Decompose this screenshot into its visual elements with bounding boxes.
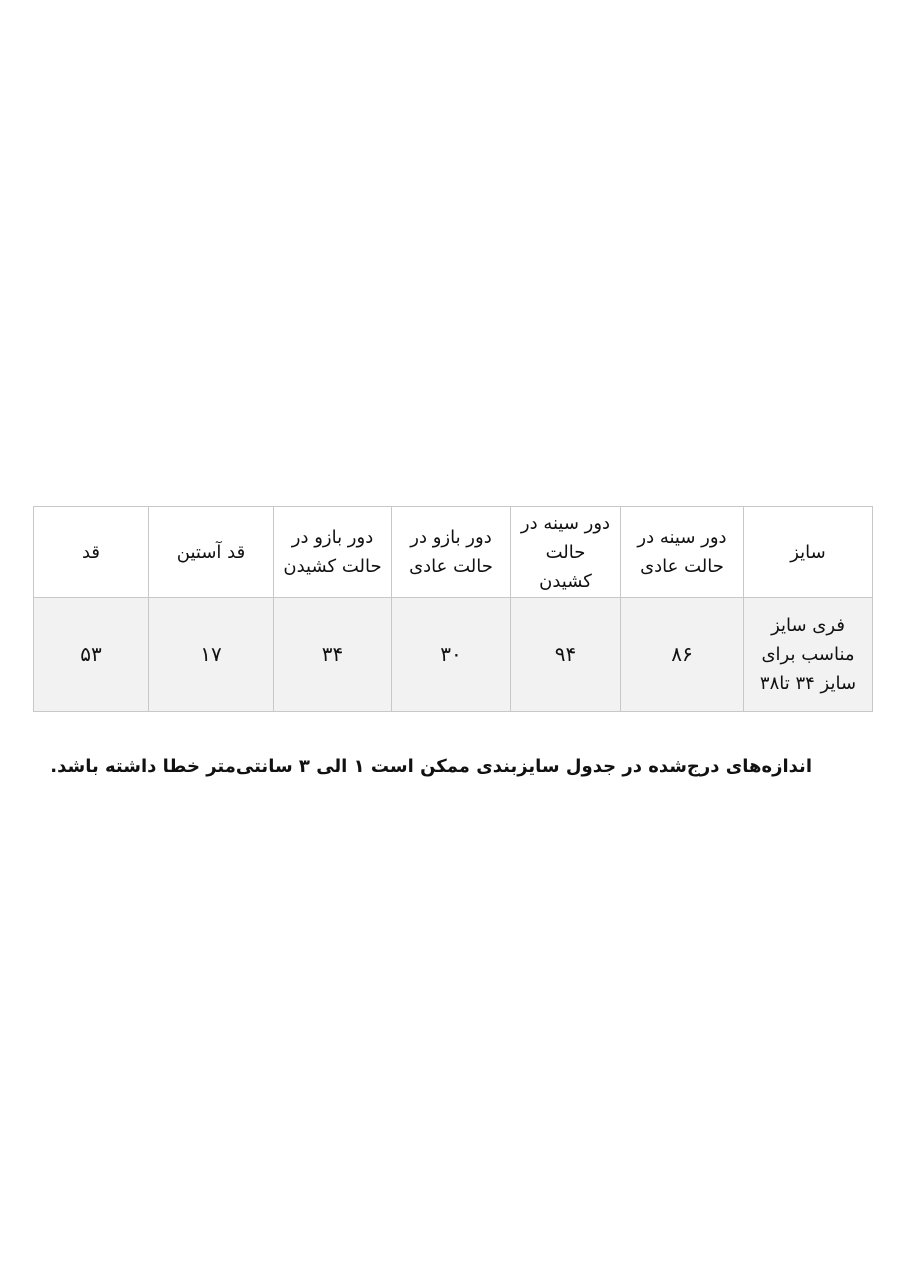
- header-size: سایز: [744, 507, 873, 598]
- cell-chest-normal: ۸۶: [621, 598, 744, 712]
- header-arm-stretched: دور بازو در حالت کشیدن: [274, 507, 392, 598]
- header-chest-stretched: دور سینه در حالت کشیدن: [511, 507, 621, 598]
- header-length: قد: [34, 507, 149, 598]
- table-header-row: [34, 507, 873, 598]
- cell-length: ۵۳: [34, 598, 149, 712]
- size-chart-table: [33, 506, 873, 712]
- table-row: [34, 598, 873, 712]
- cell-arm-stretched: ۳۴: [274, 598, 392, 712]
- cell-chest-stretched: ۹۴: [511, 598, 621, 712]
- cell-size: فری سایز مناسب برای سایز ۳۴ تا۳۸: [744, 598, 873, 712]
- size-disclaimer-note: اندازه‌های درج‌شده در جدول سایزبندی ممکن است ۱ الی ۳ سانتی‌متر خطا داشته باشد.: [50, 756, 812, 777]
- header-chest-normal: دور سینه در حالت عادی: [621, 507, 744, 598]
- cell-sleeve-length: ۱۷: [149, 598, 274, 712]
- cell-arm-normal: ۳۰: [392, 598, 511, 712]
- header-sleeve-length: قد آستین: [149, 507, 274, 598]
- header-arm-normal: دور بازو در حالت عادی: [392, 507, 511, 598]
